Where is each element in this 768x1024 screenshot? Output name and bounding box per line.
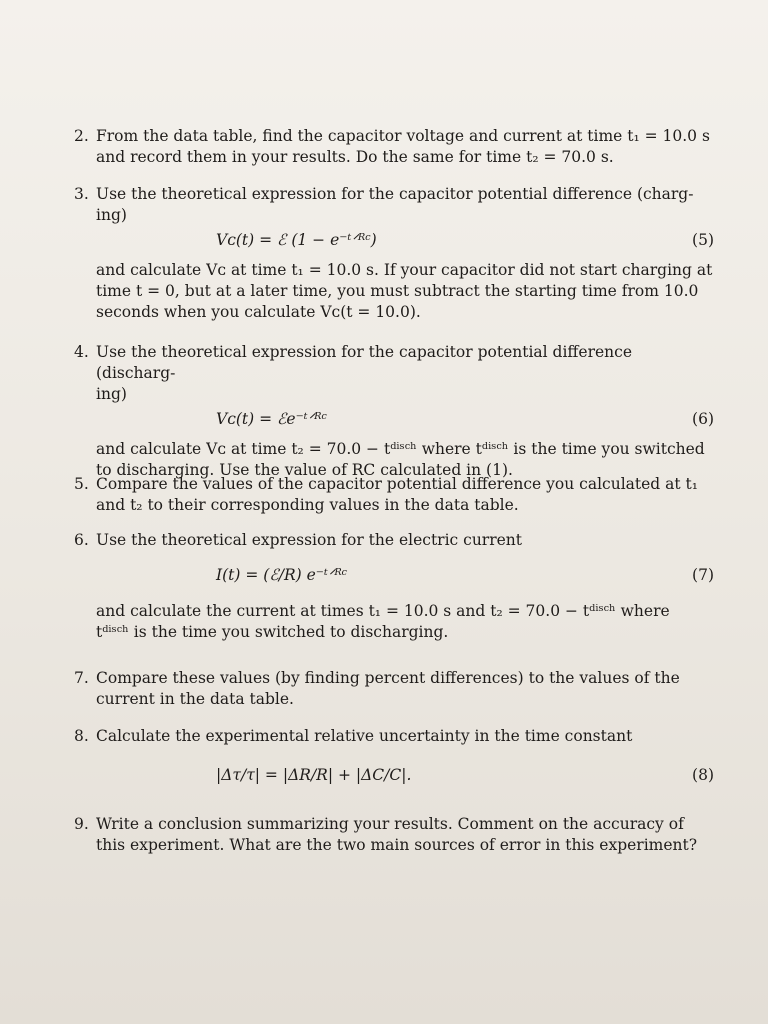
list-item — [74, 530, 714, 643]
list-item — [74, 474, 714, 516]
list-item — [74, 814, 714, 856]
item-text-line: and calculate Vᴄ at time t₂ = 70.0 − tᵈⁱˢᶜʰ where tᵈⁱˢᶜʰ is the time you switched — [96, 440, 705, 458]
item-text-line: Calculate the experimental relative uncertainty in the time constant — [96, 727, 633, 745]
item-text-line: current in the data table. — [96, 690, 294, 708]
item-text-line: ing) — [96, 385, 127, 403]
list-item — [74, 184, 714, 323]
equation-number: (6) — [692, 410, 714, 428]
equation-row — [96, 551, 714, 601]
list-item — [74, 726, 714, 805]
equation-row — [96, 405, 714, 439]
item-number: 8. — [74, 727, 89, 745]
equation: Vᴄ(t) = ℰe⁻ᵗᐟᴿᶜ — [216, 410, 327, 428]
item-number: 9. — [74, 815, 89, 833]
item-number: 4. — [74, 343, 89, 361]
item-text-line: time t = 0, but at a later time, you must subtract the starting time from 10.0 — [96, 282, 699, 300]
equation: Vᴄ(t) = ℰ (1 − e⁻ᵗᐟᴿᶜ) — [216, 231, 377, 249]
item-text-line: Compare the values of the capacitor potential difference you calculated at t₁ — [96, 475, 698, 493]
item-text-line: to discharging. Use the value of RC calculated in (1). — [96, 461, 513, 479]
list-item — [74, 342, 714, 481]
equation-number: (5) — [692, 231, 714, 249]
equation-number: (8) — [692, 766, 714, 784]
item-text-line: Use the theoretical expression for the electric current — [96, 531, 523, 549]
item-text-line: tᵈⁱˢᶜʰ is the time you switched to discharging. — [96, 623, 449, 641]
item-text-line: ing) — [96, 206, 127, 224]
item-text-line: seconds when you calculate Vᴄ(t = 10.0). — [96, 303, 421, 321]
list-item — [74, 126, 714, 168]
item-number: 2. — [74, 127, 89, 145]
item-text-line: this experiment. What are the two main sources of error in this experiment? — [96, 836, 698, 854]
item-number: 3. — [74, 185, 89, 203]
item-text-line: and record them in your results. Do the same for time t₂ = 70.0 s. — [96, 148, 614, 166]
item-number: 7. — [74, 669, 89, 687]
list-item — [74, 668, 714, 710]
item-text-line: Use the theoretical expression for the capacitor potential difference (discharg- — [96, 343, 633, 382]
equation-row — [96, 226, 714, 260]
item-text-line: and calculate the current at times t₁ = 10.0 s and t₂ = 70.0 − tᵈⁱˢᶜʰ where — [96, 602, 670, 620]
item-number: 6. — [74, 531, 89, 549]
item-text-line: Compare these values (by finding percent differences) to the values of the — [96, 669, 680, 687]
item-number: 5. — [74, 475, 89, 493]
item-text-line: From the data table, find the capacitor voltage and current at time t₁ = 10.0 s — [96, 127, 710, 145]
item-text-line: Write a conclusion summarizing your results. Comment on the accuracy of — [96, 815, 684, 833]
item-text-line: Use the theoretical expression for the capacitor potential difference (charg- — [96, 185, 694, 203]
equation: |Δτ/τ| = |ΔR/R| + |ΔC/C|. — [216, 766, 412, 784]
item-text-line: and t₂ to their corresponding values in the data table. — [96, 496, 519, 514]
equation-row — [96, 747, 714, 805]
equation: I(t) = (ℰ/R) e⁻ᵗᐟᴿᶜ — [216, 566, 348, 584]
item-text-line: and calculate Vᴄ at time t₁ = 10.0 s. If your capacitor did not start charging at — [96, 261, 713, 279]
equation-number: (7) — [692, 566, 714, 584]
